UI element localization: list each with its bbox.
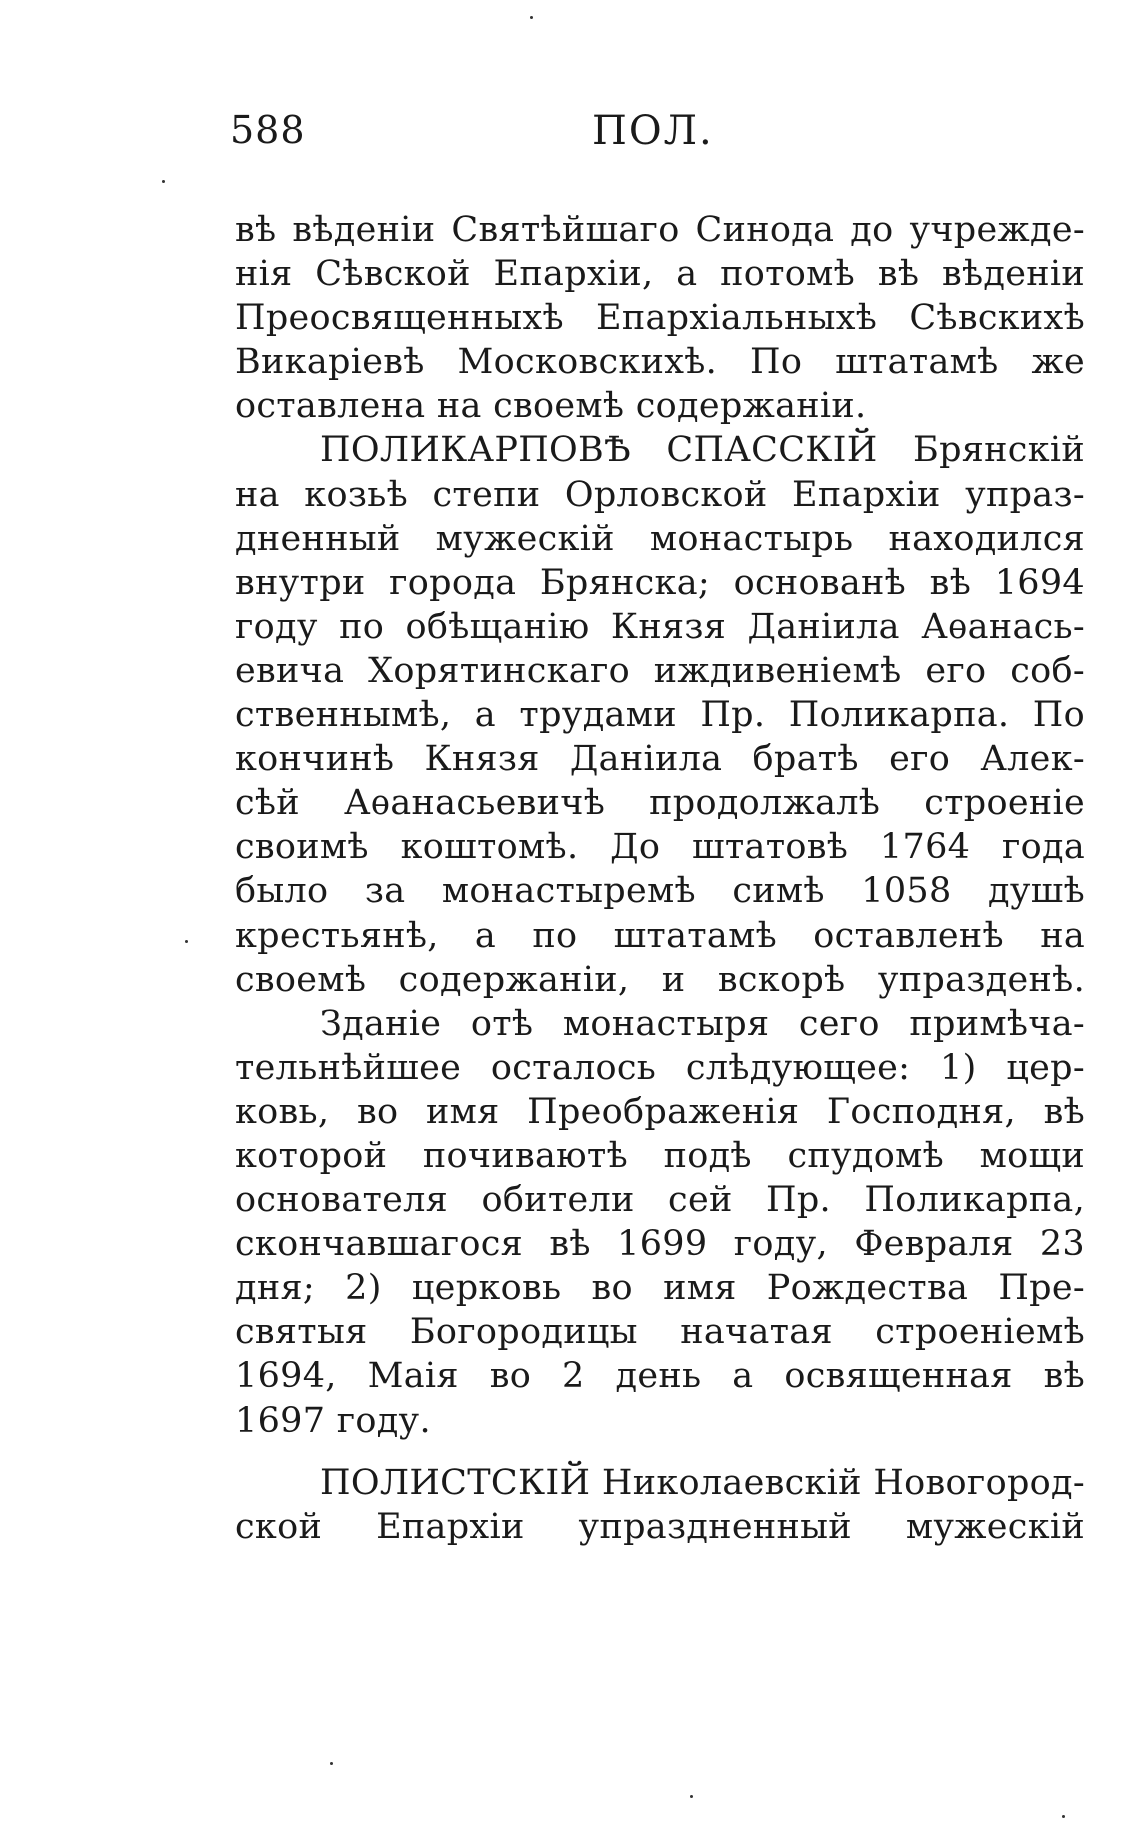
text-line: нія Сѣвской Епархіи, а потомѣ вѣ вѣденіи: [235, 254, 1085, 295]
text-line: Викаріевѣ Московскихѣ. По штатамѣ же: [235, 342, 1085, 383]
text-line: оставлена на своемѣ содержаніи.: [235, 386, 867, 427]
text-line: крестьянѣ, а по штатамѣ оставленѣ на: [235, 915, 1085, 956]
text-line: своемѣ содержаніи, и вскорѣ упразденѣ.: [235, 959, 1085, 1000]
text-line: ской Епархіи упраздненный мужескій: [235, 1506, 1085, 1547]
text-line: на козьѣ степи Орловской Епархіи упраз-: [235, 474, 1085, 515]
text-line: своимѣ коштомѣ. До штатовѣ 1764 года: [235, 827, 1085, 868]
paper-speck: [690, 1795, 693, 1798]
text-line: ковь, во имя Преображенія Господня, вѣ: [235, 1091, 1085, 1132]
text-line: году по обѣщанію Князя Даніила Аѳанась-: [235, 606, 1085, 647]
text-line: 1697 году.: [235, 1400, 431, 1441]
text-line: ПОЛИСТСКІЙ Николаевскій Новогород-: [320, 1462, 1085, 1503]
text-line: вѣ вѣденіи Святѣйшаго Синода до учрежде-: [235, 210, 1085, 250]
page-number: 588: [230, 108, 306, 152]
text-line: кончинѣ Князя Даніила братѣ его Алек-: [235, 739, 1085, 780]
paper-speck: [162, 180, 165, 183]
text-line: основателя обители сей Пр. Поликарпа,: [235, 1180, 1085, 1221]
paper-speck: [185, 940, 188, 943]
page-header: [230, 108, 1080, 168]
text-line: тельнѣйшее осталось слѣдующее: 1) цер-: [235, 1047, 1085, 1088]
text-line: скончавшагося вѣ 1699 году, Февраля 23: [235, 1224, 1085, 1265]
text-line: 1694, Маія во 2 день а освященная вѣ: [235, 1356, 1085, 1397]
paper-speck: [530, 16, 533, 19]
text-line: ПОЛИКАРПОВѢ СПАССКІЙ Брянскій: [320, 430, 1085, 471]
paragraph-gap: [235, 1443, 1085, 1461]
text-line: Зданіе отѣ монастыря сего примѣча-: [320, 1003, 1085, 1044]
text-line: ственнымѣ, а трудами Пр. Поликарпа. По: [235, 695, 1085, 736]
text-line: внутри города Брянска; основанѣ вѣ 1694: [235, 562, 1085, 603]
text-line: было за монастыремѣ симѣ 1058 душѣ: [235, 871, 1085, 912]
text-line: которой почиваютѣ подѣ спудомѣ мощи: [235, 1135, 1085, 1176]
paper-speck: [330, 1762, 333, 1765]
text-line: Преосвященныхѣ Епархіальныхѣ Сѣвскихѣ: [235, 298, 1085, 339]
running-head: ПОЛ.: [592, 108, 714, 154]
text-line: сѣй Аѳанасьевичѣ продолжалѣ строеніе: [235, 783, 1085, 824]
body-text: [235, 208, 1085, 1549]
text-line: дня; 2) церковь во имя Рождества Пре-: [235, 1268, 1085, 1309]
text-line: евича Хорятинскаго иждивеніемѣ его соб-: [235, 650, 1085, 691]
paper-speck: [1062, 1815, 1065, 1818]
text-line: святыя Богородицы начатая строеніемѣ: [235, 1312, 1085, 1353]
text-line: дненный мужескій монастырь находился: [235, 518, 1085, 559]
